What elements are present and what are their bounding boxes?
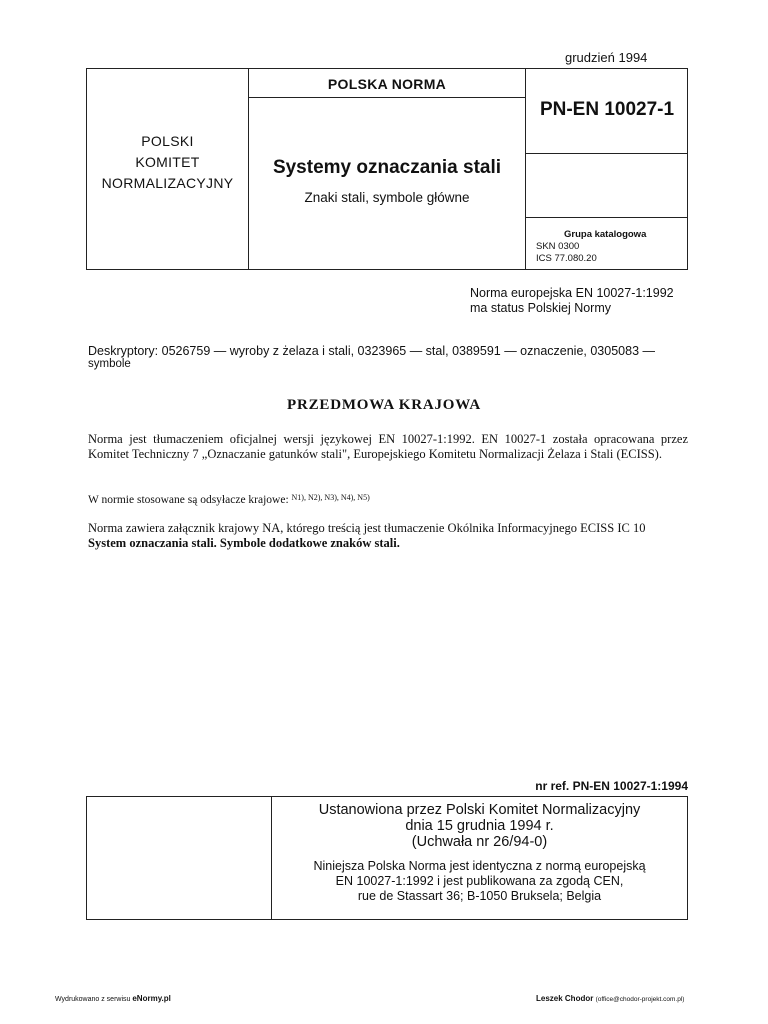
committee-line: KOMITET xyxy=(135,154,200,170)
status-line: ma status Polskiej Normy xyxy=(470,301,612,315)
identity-line: EN 10027-1:1992 i jest publikowana za zgodą CEN, xyxy=(335,874,624,888)
annex-paragraph xyxy=(88,521,688,551)
norm-code: PN-EN 10027-1 xyxy=(539,99,675,120)
catalog-skn: SKN 0300 xyxy=(536,241,580,252)
establishment-box xyxy=(86,796,688,920)
header-table xyxy=(86,68,688,270)
committee-name xyxy=(87,131,248,194)
european-status xyxy=(470,286,674,316)
divider xyxy=(525,153,688,154)
licensee-name: Leszek Chodor xyxy=(536,994,594,1003)
catalog-ics: ICS 77.080.20 xyxy=(536,253,597,264)
descriptors-line: symbole xyxy=(88,358,131,370)
catalog-title: Grupa katalogowa xyxy=(564,229,647,240)
references-list: N1), N2), N3), N4), N5) xyxy=(291,493,370,502)
identity-line: rue de Stassart 36; B-1050 Bruksela; Belgia xyxy=(357,889,602,903)
status-line: Norma europejska EN 10027-1:1992 xyxy=(470,286,674,300)
references-paragraph xyxy=(88,490,688,508)
annex-title: System oznaczania stali. Symbole dodatkowe znaków stali. xyxy=(88,536,400,550)
divider xyxy=(525,217,688,218)
establishment-line: (Uchwała nr 26/94-0) xyxy=(411,834,548,850)
descriptors-line: Deskryptory: 0526759 — wyroby z żelaza i stali, 0323965 — stal, 0389591 — oznaczenie, 0305083 — xyxy=(88,344,655,358)
print-source xyxy=(55,994,171,1003)
annex-text: Norma zawiera załącznik krajowy NA, którego treścią jest tłumaczenie Okólnika Informacyjnego ECISS IC 10 xyxy=(88,521,646,535)
print-source-site: eNormy.pl xyxy=(132,994,171,1003)
committee-line: POLSKI xyxy=(141,133,194,149)
identity-line: Niniejsza Polska Norma jest identyczna z normą europejską xyxy=(313,859,646,873)
standard-subtitle: Znaki stali, symbole główne xyxy=(304,190,470,205)
references-text: W normie stosowane są odsyłacze krajowe: xyxy=(88,494,289,506)
committee-line: NORMALIZACYJNY xyxy=(101,175,234,191)
preface-paragraph: Norma jest tłumaczeniem oficjalnej wersji językowej EN 10027-1:1992. EN 10027-1 została opracowana przez Komitet Techniczny 7 „Oznaczanie gatunków stali", Europejskiego Komitetu Normalizacji Żelaza i Stali (ECISS). xyxy=(88,432,688,461)
divider xyxy=(525,69,526,269)
catalog-group xyxy=(536,229,646,265)
preface-title: PRZEDMOWA KRAJOWA xyxy=(286,397,482,413)
establishment-line: Ustanowiona przez Polski Komitet Normalizacyjny xyxy=(318,802,641,818)
establishment-text xyxy=(272,802,687,850)
standard-title: Systemy oznaczania stali xyxy=(272,157,502,178)
descriptors xyxy=(88,345,688,371)
reference-number: nr ref. PN-EN 10027-1:1994 xyxy=(535,779,688,793)
divider xyxy=(248,97,525,98)
norm-label: POLSKA NORMA xyxy=(327,76,447,92)
establishment-content xyxy=(271,797,687,919)
document-date: grudzień 1994 xyxy=(565,50,648,65)
establishment-line: dnia 15 grudnia 1994 r. xyxy=(405,818,554,834)
print-source-prefix: Wydrukowano z serwisu xyxy=(55,996,133,1003)
identity-text xyxy=(272,859,687,904)
licensee xyxy=(536,994,684,1003)
licensee-email: (office@chodor-projekt.com.pl) xyxy=(595,996,685,1003)
